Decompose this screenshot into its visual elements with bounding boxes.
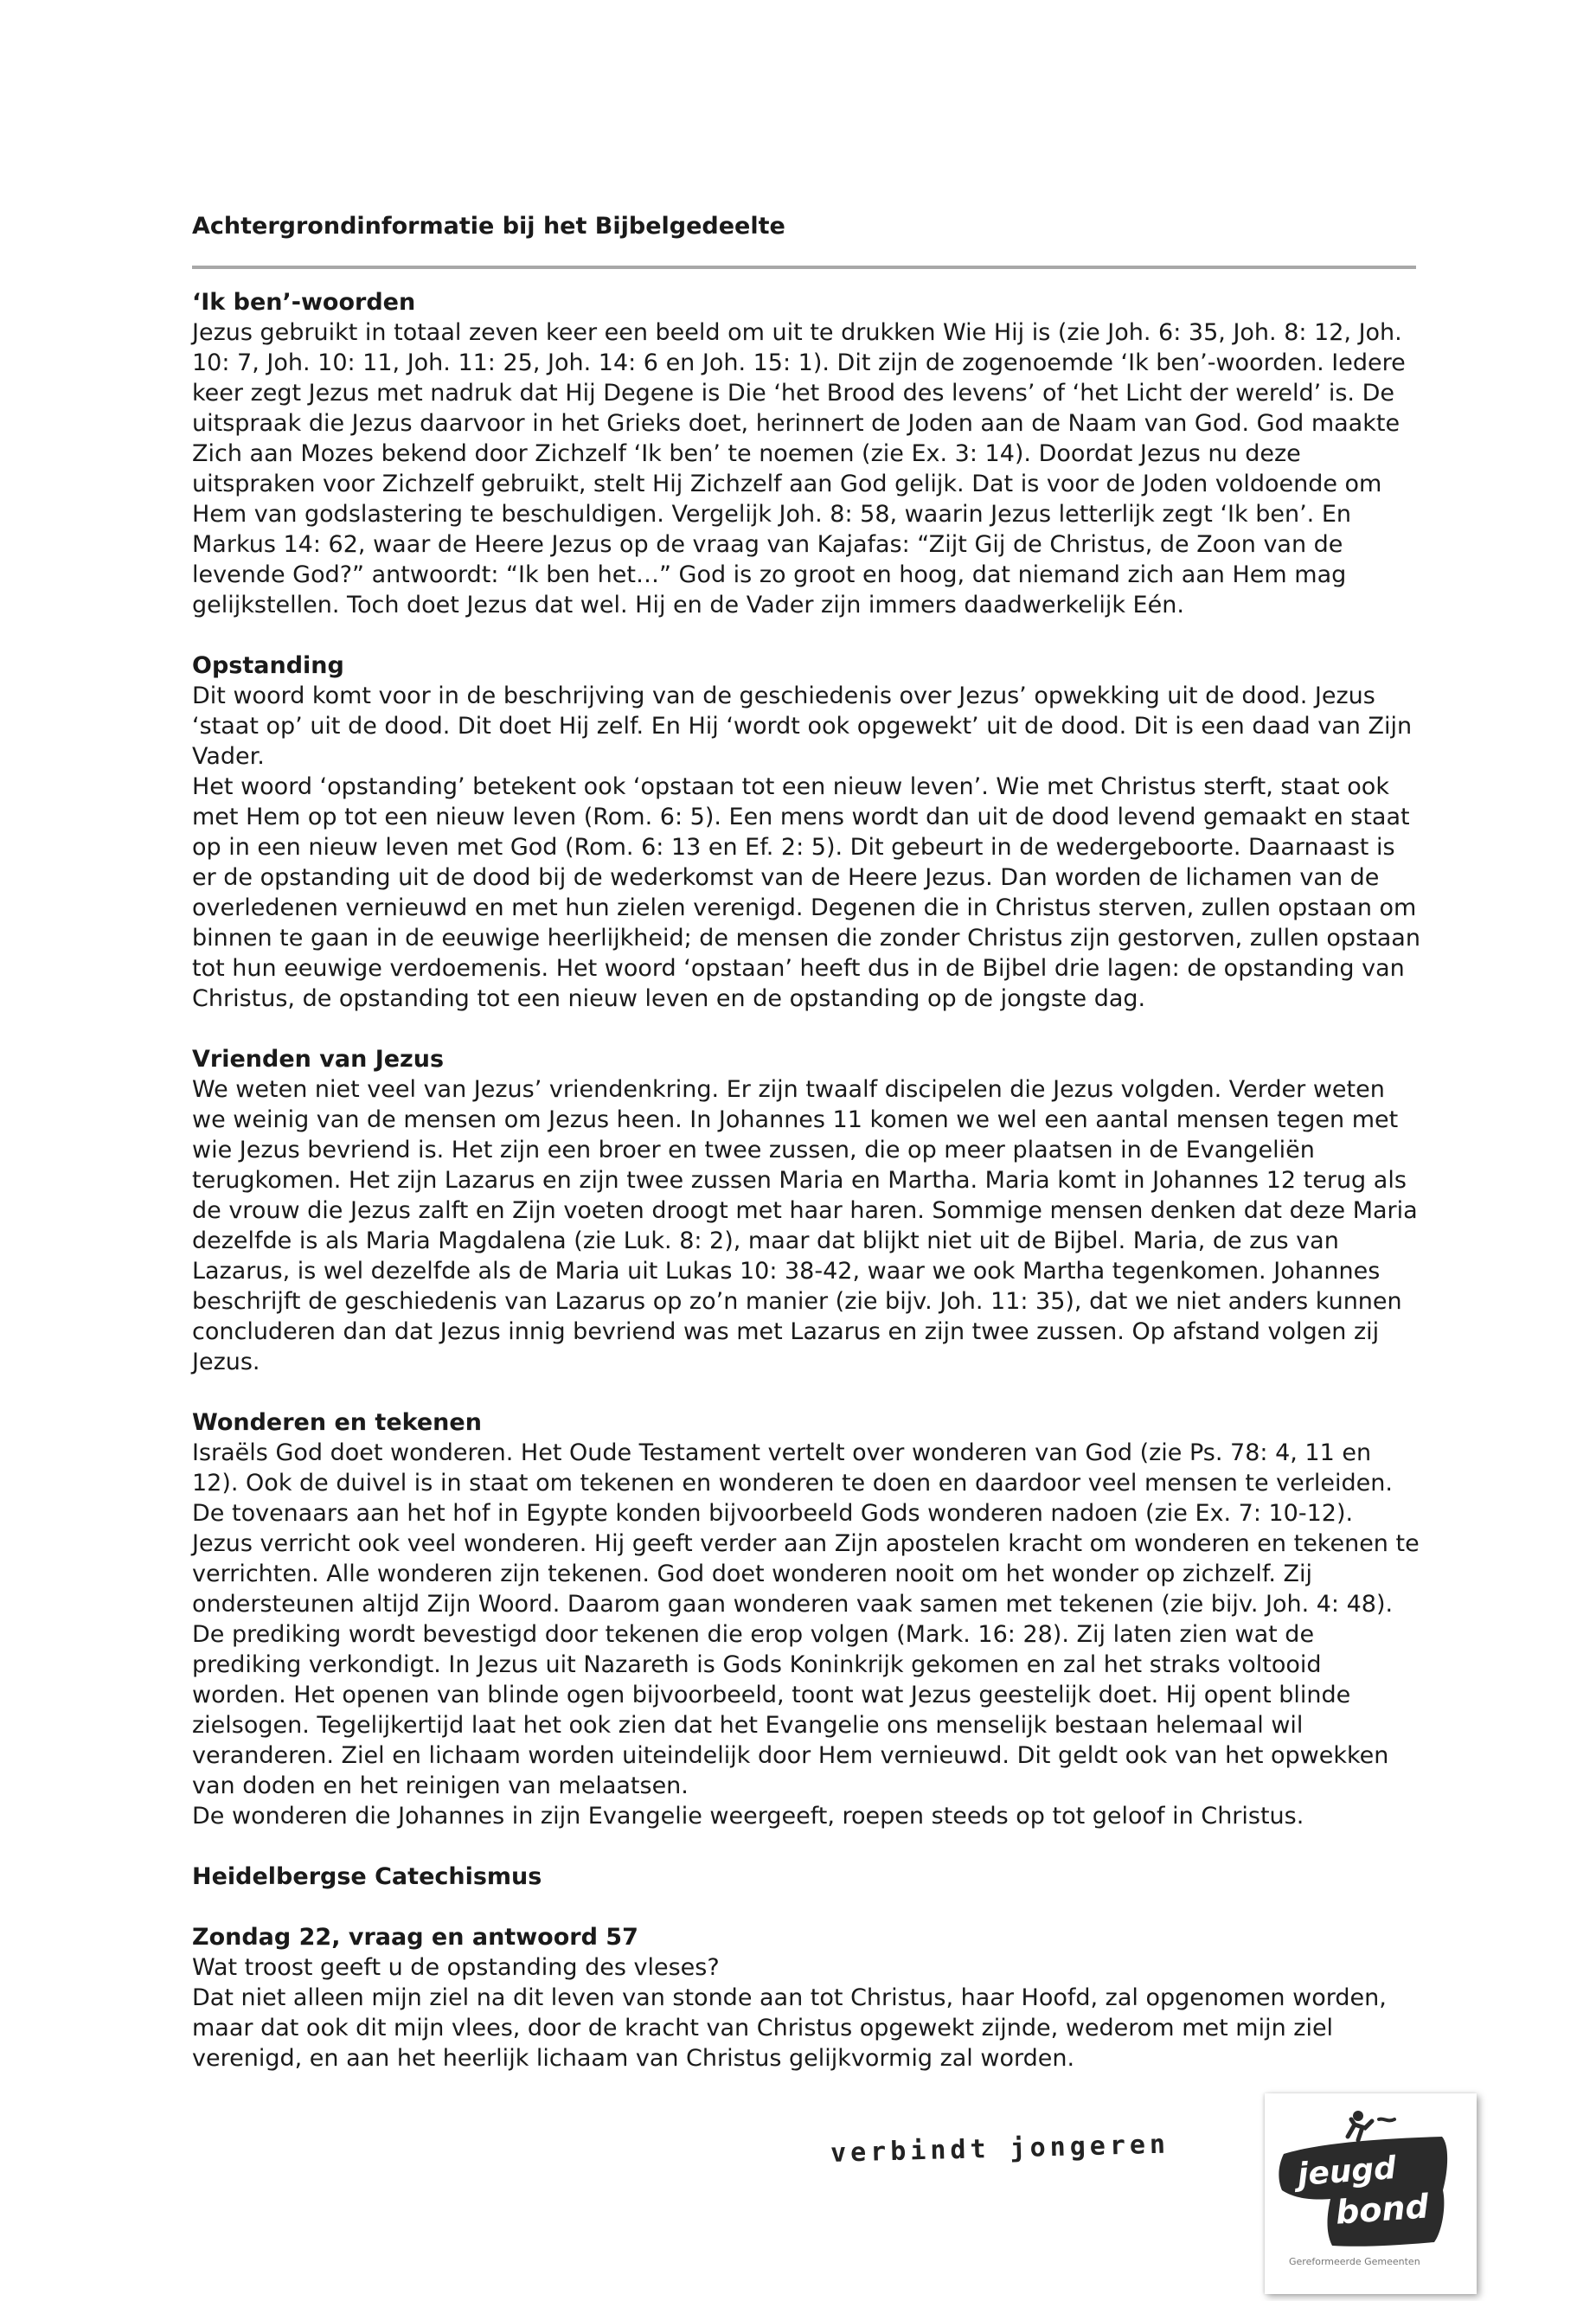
section-heading: Zondag 22, vraag en antwoord 57	[192, 1924, 638, 1951]
jeugdbond-logo-icon	[1265, 2093, 1477, 2294]
section-heading: Wonderen en tekenen	[192, 1409, 482, 1436]
section-vrienden-van-jezus	[192, 1044, 1420, 1377]
section-gap	[192, 1831, 1420, 1862]
section-paragraph: Israëls God doet wonderen. Het Oude Testament vertelt over wonderen van God (zie Ps. 78: 4, 11 en 12). Ook de duivel is in staat om tekenen en wonderen te doen en daardoor veel mensen te verleiden. De tovenaars aan het hof in Egypte konden bijvoorbeeld Gods wonderen nadoen (zie Ex. 7: 10-12). Jezus verricht ook veel wonderen. Hij geeft verder aan Zijn apostelen kracht om wonderen en tekenen te verrichten. Alle wonderen zijn tekenen. God doet wonderen nooit om het wonder op zichzelf. Zij ondersteunen altijd Zijn Woord. Daarom gaan wonderen vaak samen met tekenen (zie bijv. Joh. 4: 48). De prediking wordt bevestigd door tekenen die erop volgen (Mark. 16: 28). Zij laten zien wat de prediking verkondigt. In Jezus uit Nazareth is Gods Koninkrijk gekomen en zal het straks voltooid worden. Het openen van blinde ogen bijvoorbeeld, toont wat Jezus geestelijk doet. Hij opent blinde zielsogen. Tegelijkertijd laat het ook zien dat het Evangelie ons menselijk bestaan helemaal wil veranderen. Ziel en lichaam worden uiteindelijk door Hem vernieuwd. Dit geldt ook van het opwekken van doden en het reinigen van melaatsen.	[192, 1439, 1420, 1799]
section-ik-ben-woorden	[192, 287, 1420, 620]
section-heading: Vrienden van Jezus	[192, 1046, 445, 1073]
page-title: Achtergrondinformatie bij het Bijbelgedeelte	[192, 213, 785, 240]
catechism-answer: Dat niet alleen mijn ziel na dit leven van stonde aan tot Christus, haar Hoofd, zal opgenomen worden, maar dat ook dit mijn vlees, door de kracht van Christus opgewekt zijnde, wederom met mijn ziel verenigd, en aan het heerlijk lichaam van Christus gelijkvormig zal worden.	[192, 1984, 1387, 2072]
section-paragraph: Jezus gebruikt in totaal zeven keer een beeld om uit te drukken Wie Hij is (zie Joh. 6: 35, Joh. 8: 12, Joh. 10: 7, Joh. 10: 11, Joh. 11: 25, Joh. 14: 6 en Joh. 15: 1). Dit zijn de zogenoemde ‘Ik ben’-woorden. Iedere keer zegt Jezus met nadruk dat Hij Degene is Die ‘het Brood des levens’ of ‘het Licht der wereld’ is. De uitspraak die Jezus daarvoor in het Grieks doet, herinnert de Joden aan de Naam van God. God maakte Zich aan Mozes bekend door Zichzelf ‘Ik ben’ te noemen (zie Ex. 3: 14). Doordat Jezus nu deze uitspraken voor Zichzelf gebruikt, stelt Hij Zichzelf aan God gelijk. Dat is voor de Joden voldoende om Hem van godslastering te beschuldigen. Vergelijk Joh. 8: 58, waarin Jezus letterlijk zegt ‘Ik ben’. En Markus 14: 62, waar de Heere Jezus op de vraag van Kajafas: “Zijt Gij de Christus, de Zoon van de levende God?” antwoordt: “Ik ben het…” God is zo groot en hoog, dat niemand zich aan Hem mag gelijkstellen. Toch doet Jezus dat wel. Hij en de Vader zijn immers daadwerkelijk Eén.	[192, 319, 1406, 619]
section-zondag-22	[192, 1922, 1420, 2073]
section-gap	[192, 1014, 1420, 1044]
logo-word-bottom: bond	[1334, 2187, 1430, 2232]
section-wonderen-en-tekenen	[192, 1407, 1420, 1831]
section-paragraph: De wonderen die Johannes in zijn Evangelie weergeeft, roepen steeds op tot geloof in Christus.	[192, 1803, 1304, 1830]
section-paragraph: We weten niet veel van Jezus’ vriendenkring. Er zijn twaalf discipelen die Jezus volgden. Verder weten we weinig van de mensen om Jezus heen. In Johannes 11 komen we wel een aantal mensen tegen met wie Jezus bevriend is. Het zijn een broer en twee zussen, die op meer plaatsen in de Evangeliën terugkomen. Het zijn Lazarus en zijn twee zussen Maria en Martha. Maria komt in Johannes 12 terug als de vrouw die Jezus zalft en Zijn voeten droogt met haar haren. Sommige mensen denken dat deze Maria dezelfde is als Maria Magdalena (zie Luk. 8: 2), maar dat blijkt niet uit de Bijbel. Maria, de zus van Lazarus, is wel dezelfde als de Maria uit Lukas 10: 38-42, waar we ook Martha tegenkomen. Johannes beschrijft de geschiedenis van Lazarus op zo’n manier (zie bijv. Joh. 11: 35), dat we niet anders kunnen concluderen dan dat Jezus innig bevriend was met Lazarus en zijn twee zussen. Op afstand volgen zij Jezus.	[192, 1076, 1418, 1375]
section-gap	[192, 1892, 1420, 1922]
section-heading: ‘Ik ben’-woorden	[192, 289, 416, 316]
section-opstanding	[192, 651, 1420, 1014]
section-gap	[192, 620, 1420, 651]
title-divider	[192, 266, 1416, 269]
section-heidelbergse-catechismus	[192, 1862, 1420, 1892]
section-paragraph: Dit woord komt voor in de beschrijving van de geschiedenis over Jezus’ opwekking uit de dood. Jezus ‘staat op’ uit de dood. Dit doet Hij zelf. En Hij ‘wordt ook opgewekt’ uit de dood. Dit is een daad van Zijn Vader.	[192, 683, 1413, 770]
section-heading: Opstanding	[192, 652, 344, 679]
document-body	[192, 287, 1420, 2073]
section-heading: Heidelbergse Catechismus	[192, 1863, 542, 1890]
footer-tagline: verbindt jongeren	[830, 2129, 1170, 2169]
catechism-question: Wat troost geeft u de opstanding des vleses?	[192, 1954, 720, 1981]
logo-subtitle: Gereformeerde Gemeenten	[1289, 2256, 1420, 2267]
logo-word-top: jeugd	[1296, 2150, 1398, 2193]
section-gap	[192, 1377, 1420, 1407]
section-paragraph: Het woord ‘opstanding’ betekent ook ‘opstaan tot een nieuw leven’. Wie met Christus sterft, staat ook met Hem op tot een nieuw leven (Rom. 6: 5). Een mens wordt dan uit de dood levend gemaakt en staat op in een nieuw leven met God (Rom. 6: 13 en Ef. 2: 5). Dit gebeurt in de wedergeboorte. Daarnaast is er de opstanding uit de dood bij de wederkomst van de Heere Jezus. Dan worden de lichamen van de overledenen vernieuwd en met hun zielen verenigd. Degenen die in Christus sterven, zullen opstaan om binnen te gaan in de eeuwige heerlijkheid; de mensen die zonder Christus zijn gestorven, zullen opstaan tot hun eeuwige verdoemenis. Het woord ‘opstaan’ heeft dus in de Bijbel drie lagen: de opstanding van Christus, de opstanding tot een nieuw leven en de opstanding op de jongste dag.	[192, 773, 1420, 1012]
